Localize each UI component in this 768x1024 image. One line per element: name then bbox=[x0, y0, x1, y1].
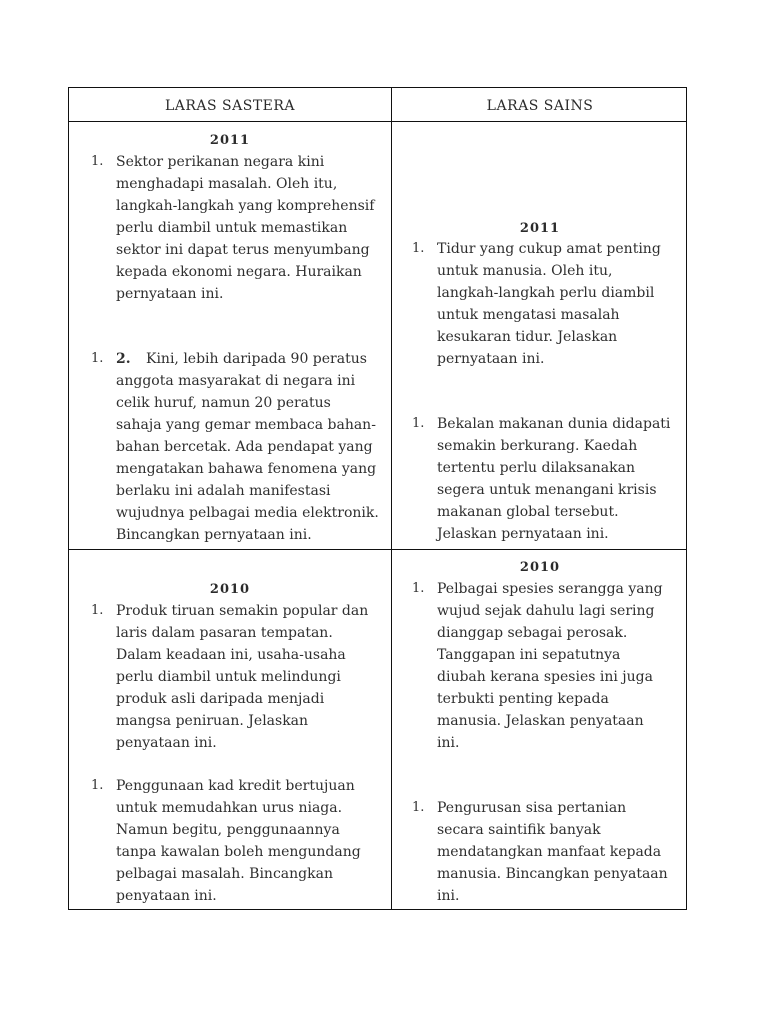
row-divider bbox=[69, 549, 686, 550]
item-text: Pelbagai spesies serangga yang wujud sejak dahulu lagi sering dianggap sebagai perosak. Tanggapan ini sepatutnya diubah kerana spesies ini juga terbukti penting kepada manusia. Jelaskan penyataan ini. bbox=[437, 581, 663, 751]
item-number: 1. bbox=[91, 154, 104, 169]
item-text: Sektor perikanan negara kini menghadapi masalah. Oleh itu, langkah-langkah yang komprehensif perlu diambil untuk memastikan sektor ini dapat terus menyumbang kepada ekonomi negara. Huraikan pernyataan ini. bbox=[116, 154, 375, 302]
item-text: Tidur yang cukup amat penting untuk manusia. Oleh itu, langkah-langkah perlu diambil untuk mengatasi masalah kesukaran tidur. Jelaskan pernyataan ini. bbox=[437, 241, 661, 367]
item-lead-number: 2. bbox=[116, 351, 131, 367]
item-text: Kini, lebih daripada 90 peratus anggota masyarakat di negara ini celik huruf, namun 20 peratus sahaja yang gemar membaca bahan- bahan bercetak. Ada pendapat yang mengatakan bahawa fenomena yang berlaku ini adalah manifestasi wujudnya pelbagai media elektronik. Bincangkan pernyataan ini. bbox=[116, 351, 379, 543]
item-number: 1. bbox=[91, 603, 104, 618]
essay-topics-table bbox=[68, 87, 687, 910]
item-text: Produk tiruan semakin popular dan laris dalam pasaran tempatan. Dalam keadaan ini, usaha-usaha perlu diambil untuk melindungi produk asli daripada menjadi mangsa peniruan. Jelaskan penyataan ini. bbox=[116, 603, 369, 751]
item-text: Penggunaan kad kredit bertujuan untuk memudahkan urus niaga. Namun begitu, penggunaannya tanpa kawalan boleh mengundang pelbagai masalah. Bincangkan penyataan ini. bbox=[116, 778, 361, 904]
header-divider bbox=[69, 121, 686, 122]
year-2011-sastera: 2011 bbox=[209, 133, 251, 148]
header-laras-sains: LARAS SAINS bbox=[486, 98, 594, 114]
column-divider bbox=[391, 88, 392, 909]
item-number: 1. bbox=[412, 800, 425, 815]
item-number: 1. bbox=[412, 241, 425, 256]
item-number: 1. bbox=[91, 778, 104, 793]
year-2010-sastera: 2010 bbox=[209, 582, 251, 597]
year-2011-sains: 2011 bbox=[519, 221, 561, 236]
item-number: 1. bbox=[412, 416, 425, 431]
item-text: Bekalan makanan dunia didapati semakin berkurang. Kaedah tertentu perlu dilaksanakan segera untuk menangani krisis makanan global tersebut. Jelaskan pernyataan ini. bbox=[437, 416, 671, 542]
item-number: 1. bbox=[91, 351, 104, 366]
item-text: Pengurusan sisa pertanian secara saintifik banyak mendatangkan manfaat kepada manusia. Bincangkan penyataan ini. bbox=[437, 800, 668, 904]
header-laras-sastera: LARAS SASTERA bbox=[164, 98, 296, 114]
year-2010-sains: 2010 bbox=[519, 560, 561, 575]
item-number: 1. bbox=[412, 581, 425, 596]
